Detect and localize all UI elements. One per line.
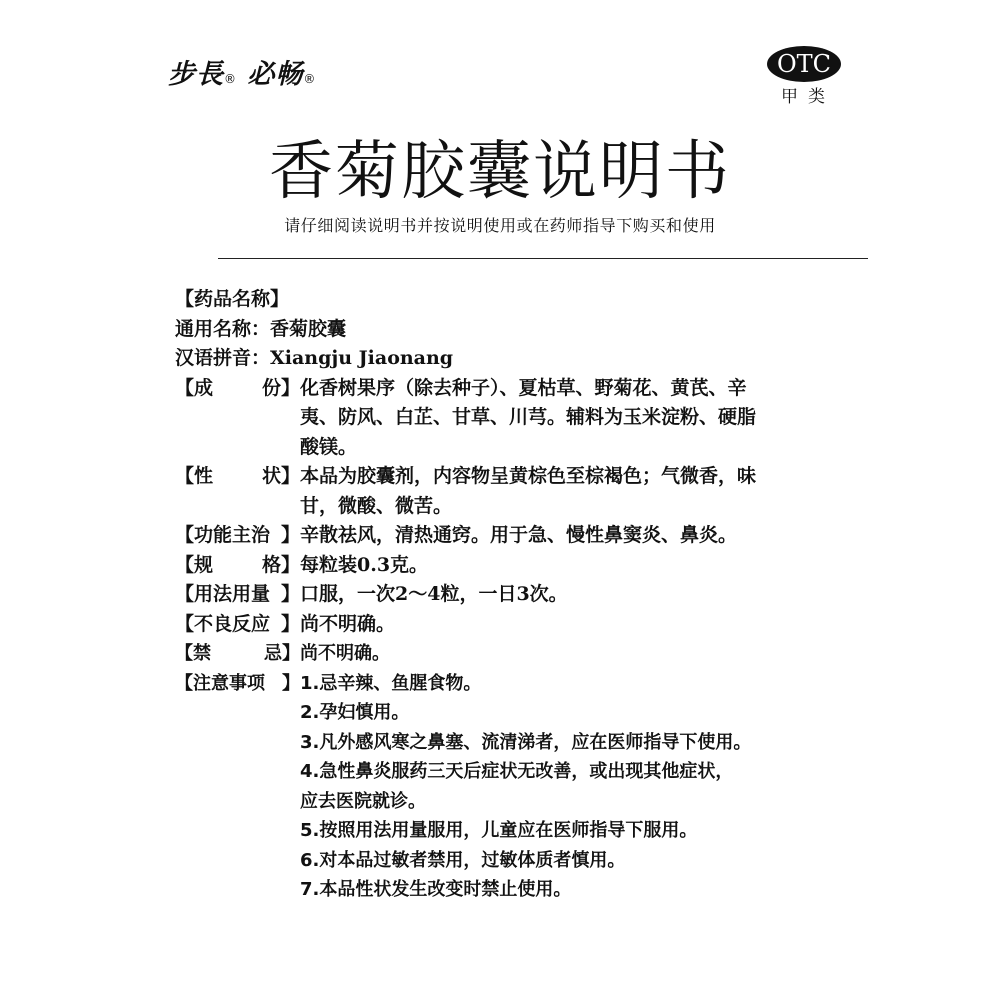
section-content: 化香树果序（除去种子）、夏枯草、野菊花、黄芪、辛 夷、防风、白芷、甘草、川芎。辅料为玉米淀粉、硬脂 酸镁。	[300, 376, 757, 458]
drug-name-heading: 【药品名称】	[175, 288, 290, 310]
list-item: 5.按照用法用量服用，儿童应在医师指导下服用。	[300, 820, 698, 841]
otc-text: OTC	[776, 50, 832, 78]
section-content	[300, 669, 855, 905]
list-item: 4.急性鼻炎服药三天后症状无改善，或出现其他症状，	[300, 761, 734, 782]
registered-mark: ®	[224, 72, 237, 86]
list-item: 3.凡外感风寒之鼻塞、流清涕者，应在医师指导下使用。	[300, 731, 752, 753]
section-content: 尚不明确。	[300, 612, 396, 635]
common-name: 通用名称：香菊胶囊	[175, 317, 347, 340]
list-item: 7.本品性状发生改变时禁止使用。	[300, 879, 572, 900]
list-item: 应去医院就诊。	[300, 790, 426, 812]
section-precautions	[175, 669, 855, 905]
section-label: 【 禁 忌 】	[175, 643, 300, 664]
section-label: 【 成 份 】	[175, 376, 300, 399]
divider	[218, 258, 868, 259]
list-item: 2.孕妇慎用。	[300, 702, 410, 723]
list-item: 6.对本品过敏者禁用，过敏体质者慎用。	[300, 849, 626, 871]
section-ingredients	[175, 374, 855, 463]
section-adverse-reactions	[175, 610, 855, 640]
section-dosage	[175, 580, 855, 610]
section-content: 每粒装0.3克。	[300, 553, 429, 576]
section-properties	[175, 462, 855, 521]
pinyin-name: 汉语拼音：Xiangju Jiaonang	[175, 347, 454, 369]
registered-mark: ®	[303, 72, 317, 86]
otc-class-label: 甲类	[781, 87, 835, 107]
section-label: 【 不良反应 】	[175, 612, 300, 635]
section-content: 口服，一次2～4粒，一日3次。	[300, 583, 568, 605]
section-label: 【 用法用量 】	[175, 583, 300, 605]
brand-name-bichang: 必畅	[247, 59, 304, 90]
page-subtitle: 请仔细阅读说明书并按说明使用或在药师指导下购买和使用	[284, 216, 716, 235]
section-contraindications	[175, 639, 855, 669]
section-content: 辛散祛风，清热通窍。用于急、慢性鼻窦炎、鼻炎。	[300, 524, 738, 546]
section-content: 尚不明确。	[300, 643, 390, 664]
brand-logo	[168, 52, 316, 91]
otc-badge	[767, 46, 841, 82]
section-indications	[175, 521, 855, 551]
section-content: 本品为胶囊剂，内容物呈黄棕色至棕褐色；气微香，味 甘，微酸、微苦。	[300, 465, 757, 517]
section-label: 【 规 格 】	[175, 553, 300, 576]
brand-name-buchang: 步長	[168, 59, 224, 90]
section-label: 【 性 状 】	[175, 465, 300, 487]
section-specification	[175, 551, 855, 581]
section-label: 【 功能主治 】	[175, 524, 300, 546]
page-title: 香菊胶囊说明书	[269, 135, 731, 209]
list-item: 1.忌辛辣、鱼腥食物。	[300, 672, 482, 694]
section-label: 【 注意事项 】	[175, 672, 300, 694]
instructions-body	[175, 285, 855, 905]
